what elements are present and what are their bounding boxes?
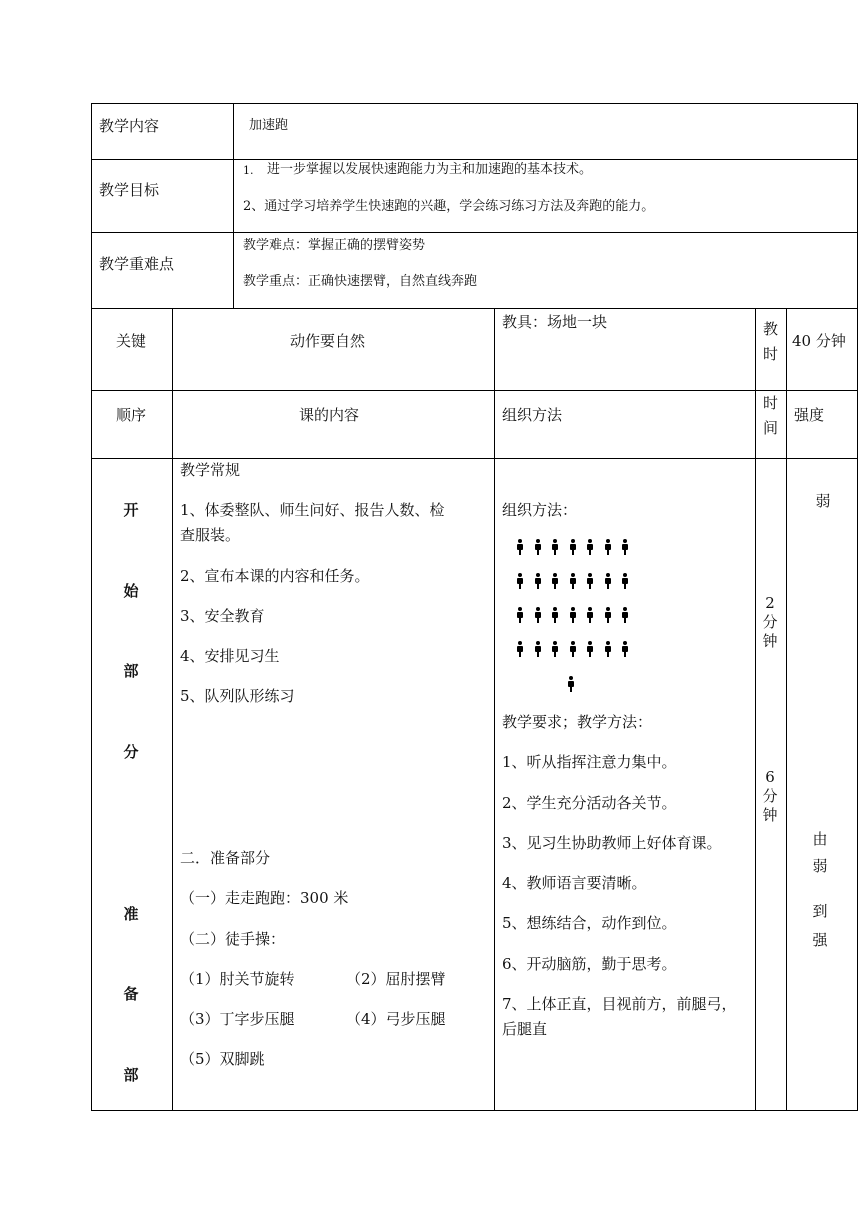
exercise-2: （2）屈肘摆臂 — [346, 970, 446, 988]
teacher-figure-icon — [567, 676, 575, 692]
student-figure-icon — [516, 641, 524, 657]
routine-item-3: 3、安全教育 — [180, 607, 265, 625]
intensity-progress-1: 由 — [812, 830, 828, 848]
requirement-7-line-1: 7、上体正直，目视前方，前腿弓， — [502, 995, 737, 1013]
time-2-num: 6 — [765, 768, 775, 786]
student-figure-icon — [551, 539, 559, 555]
time-2-unit-2: 钟 — [762, 806, 778, 824]
time-2-unit-1: 分 — [762, 787, 778, 805]
routine-item-1-line-1: 1、体委整队、师生问好、报告人数、检 — [180, 501, 445, 519]
student-figure-icon — [586, 539, 594, 555]
goal-1-text: 进一步掌握以发展快速跑能力为主和加速跑的基本技术。 — [267, 162, 593, 177]
student-figure-icon — [569, 539, 577, 555]
intensity-progress-4: 强 — [812, 931, 828, 949]
prep-item-2: （二）徒手操： — [180, 930, 286, 948]
student-figure-icon — [551, 607, 559, 623]
method-header: 组织方法 — [502, 406, 563, 424]
intensity-progress-2: 弱 — [812, 857, 828, 875]
part-start-char-1: 开 — [123, 501, 139, 519]
class-time-value: 40 分钟 — [792, 332, 846, 350]
student-figure-icon — [569, 641, 577, 657]
exercise-1: （1）肘关节旋转 — [180, 970, 295, 988]
part-start-char-2: 始 — [123, 582, 139, 600]
student-figure-icon — [621, 607, 629, 623]
intensity-weak: 弱 — [815, 492, 831, 510]
order-header: 顺序 — [116, 406, 147, 424]
content-header: 课的内容 — [299, 406, 360, 424]
part-prep-char-3: 部 — [123, 1066, 139, 1084]
time-header-2: 间 — [763, 419, 779, 437]
exercise-4: （4）弓步压腿 — [346, 1010, 446, 1028]
content-value: 加速跑 — [249, 118, 289, 133]
requirement-2: 2、学生充分活动各关节。 — [502, 794, 677, 812]
routine-item-4: 4、安排见习生 — [180, 647, 280, 665]
key-points-label: 教学重难点 — [99, 255, 175, 273]
focus-text: 教学重点：正确快速摆臂，自然直线奔跑 — [243, 274, 478, 289]
routine-item-2: 2、宣布本课的内容和任务。 — [180, 567, 370, 585]
student-figure-icon — [621, 539, 629, 555]
student-figure-icon — [621, 573, 629, 589]
time-header-1: 时 — [763, 394, 779, 412]
time-1-num: 2 — [765, 594, 775, 612]
student-figure-icon — [534, 539, 542, 555]
requirements-title: 教学要求；教学方法： — [502, 713, 653, 731]
requirement-1: 1、听从指挥注意力集中。 — [502, 753, 677, 771]
goal-2-text: 2、通过学习培养学生快速跑的兴趣，学会练习练习方法及奔跑的能力。 — [243, 199, 655, 214]
exercise-3: （3）丁字步压腿 — [180, 1010, 295, 1028]
difficulty-text: 教学难点：掌握正确的摆臂姿势 — [243, 238, 426, 253]
part-prep-char-1: 准 — [123, 905, 139, 923]
prep-title: 二．准备部分 — [180, 849, 271, 867]
goals-label: 教学目标 — [99, 181, 160, 199]
time-1-unit-2: 钟 — [762, 632, 778, 650]
key-label: 关键 — [116, 332, 147, 350]
goal-1-number: 1. — [243, 164, 254, 177]
student-figure-icon — [516, 539, 524, 555]
key-value: 动作要自然 — [290, 332, 366, 350]
part-prep-char-2: 备 — [123, 985, 139, 1003]
routine-item-5: 5、队列队形练习 — [180, 687, 295, 705]
student-figure-icon — [534, 607, 542, 623]
routine-title: 教学常规 — [180, 461, 241, 479]
prep-item-1: （一）走走跑跑：300 米 — [180, 889, 349, 907]
content-label: 教学内容 — [99, 117, 160, 135]
intensity-header: 强度 — [794, 406, 825, 424]
exercise-5: （5）双脚跳 — [180, 1050, 265, 1068]
student-figure-icon — [534, 573, 542, 589]
organization-title: 组织方法： — [502, 501, 578, 519]
routine-item-1-line-2: 查服装。 — [180, 526, 241, 544]
equipment-text: 教具：场地一块 — [502, 313, 608, 331]
requirement-6: 6、开动脑筋，勤于思考。 — [502, 955, 677, 973]
student-figure-icon — [534, 641, 542, 657]
requirement-5: 5、想练结合，动作到位。 — [502, 914, 677, 932]
student-figure-icon — [516, 573, 524, 589]
part-start-char-4: 分 — [123, 743, 139, 761]
requirement-4: 4、教师语言要清晰。 — [502, 874, 647, 892]
student-figure-icon — [586, 607, 594, 623]
class-time-label-1: 教 — [763, 320, 779, 338]
student-figure-icon — [604, 539, 612, 555]
student-figure-icon — [604, 573, 612, 589]
student-figure-icon — [604, 641, 612, 657]
student-figure-icon — [604, 607, 612, 623]
student-figure-icon — [621, 641, 629, 657]
intensity-progress-3: 到 — [812, 902, 828, 920]
time-1-unit-1: 分 — [762, 613, 778, 631]
requirement-3: 3、见习生协助教师上好体育课。 — [502, 834, 722, 852]
student-figure-icon — [551, 573, 559, 589]
student-figure-icon — [516, 607, 524, 623]
requirement-7-line-2: 后腿直 — [502, 1020, 548, 1038]
part-start-char-3: 部 — [123, 662, 139, 680]
student-figure-icon — [551, 641, 559, 657]
student-figure-icon — [569, 573, 577, 589]
student-figure-icon — [569, 607, 577, 623]
class-time-label-2: 时 — [763, 345, 779, 363]
student-figure-icon — [586, 573, 594, 589]
student-figure-icon — [586, 641, 594, 657]
